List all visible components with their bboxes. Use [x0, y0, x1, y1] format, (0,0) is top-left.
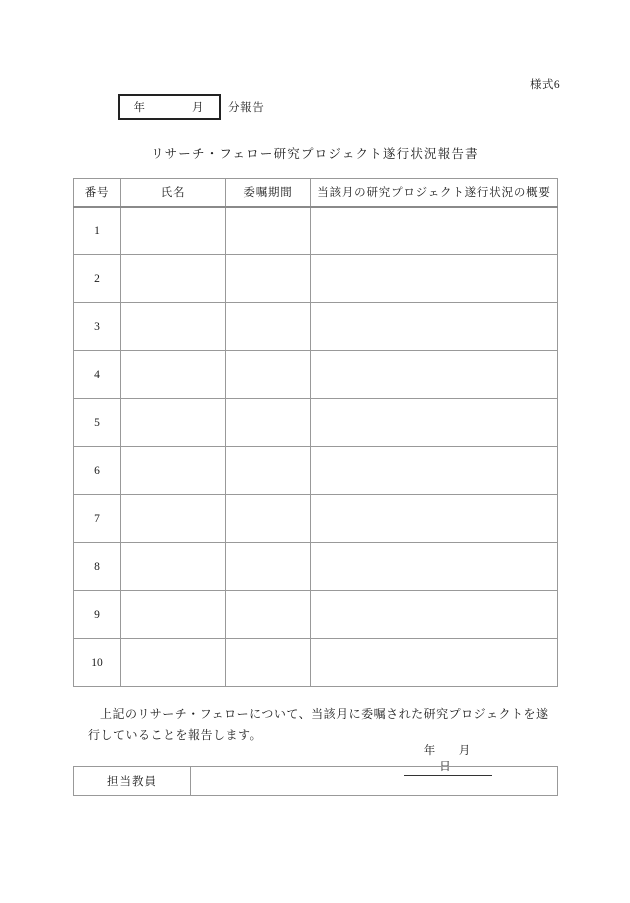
row-number-cell: 8 — [74, 543, 121, 591]
table-row — [74, 447, 558, 495]
column-header-term: 委嘱期間 — [226, 179, 311, 207]
column-header-name: 氏名 — [121, 179, 226, 207]
table-body — [74, 207, 558, 687]
row-number-cell: 6 — [74, 447, 121, 495]
row-description-cell[interactable] — [311, 399, 558, 447]
table-row — [74, 255, 558, 303]
row-name-cell[interactable] — [121, 591, 226, 639]
table-header-row — [74, 179, 558, 207]
signature-label: 担当教員 — [74, 767, 191, 796]
row-number-cell: 5 — [74, 399, 121, 447]
row-description-cell[interactable] — [311, 351, 558, 399]
year-month-box[interactable] — [118, 94, 221, 120]
row-description-cell[interactable] — [311, 639, 558, 687]
row-number-cell: 10 — [74, 639, 121, 687]
signature-row — [74, 767, 558, 796]
row-name-cell[interactable] — [121, 303, 226, 351]
month-report-suffix: 分報告 — [228, 102, 265, 114]
row-term-cell[interactable] — [226, 399, 311, 447]
table-row — [74, 495, 558, 543]
date-entry-label: 年 月 日 — [423, 745, 494, 773]
row-term-cell[interactable] — [226, 303, 311, 351]
row-name-cell[interactable] — [121, 351, 226, 399]
row-term-cell[interactable] — [226, 207, 311, 255]
statement-paragraph: 上記のリサーチ・フェローについて、当該月に委嘱された研究プロジェクトを遂行していることを報告します。 — [88, 707, 549, 742]
table-row — [74, 543, 558, 591]
row-description-cell[interactable] — [311, 495, 558, 543]
row-term-cell[interactable] — [226, 543, 311, 591]
row-name-cell[interactable] — [121, 399, 226, 447]
row-number-cell: 4 — [74, 351, 121, 399]
year-month-label: 年 月 — [133, 102, 212, 114]
signature-table — [73, 766, 558, 796]
row-name-cell[interactable] — [121, 495, 226, 543]
row-description-cell[interactable] — [311, 543, 558, 591]
table-row — [74, 303, 558, 351]
month-report-header — [118, 94, 264, 120]
table-row — [74, 399, 558, 447]
signature-input-cell[interactable] — [191, 767, 558, 796]
form-number: 様式6 — [530, 79, 560, 91]
row-term-cell[interactable] — [226, 351, 311, 399]
column-header-no: 番号 — [74, 179, 121, 207]
row-term-cell[interactable] — [226, 447, 311, 495]
row-name-cell[interactable] — [121, 639, 226, 687]
table-row — [74, 351, 558, 399]
row-name-cell[interactable] — [121, 447, 226, 495]
row-description-cell[interactable] — [311, 207, 558, 255]
row-term-cell[interactable] — [226, 591, 311, 639]
table-row — [74, 591, 558, 639]
row-name-cell[interactable] — [121, 543, 226, 591]
row-name-cell[interactable] — [121, 207, 226, 255]
row-term-cell[interactable] — [226, 255, 311, 303]
row-term-cell[interactable] — [226, 639, 311, 687]
row-name-cell[interactable] — [121, 255, 226, 303]
row-number-cell: 1 — [74, 207, 121, 255]
row-description-cell[interactable] — [311, 255, 558, 303]
fellow-status-table — [73, 178, 558, 687]
table-row — [74, 207, 558, 255]
row-term-cell[interactable] — [226, 495, 311, 543]
row-description-cell[interactable] — [311, 303, 558, 351]
row-number-cell: 7 — [74, 495, 121, 543]
table-row — [74, 639, 558, 687]
row-number-cell: 3 — [74, 303, 121, 351]
page-title: リサーチ・フェロー研究プロジェクト遂行状況報告書 — [151, 147, 479, 161]
row-description-cell[interactable] — [311, 447, 558, 495]
row-number-cell: 2 — [74, 255, 121, 303]
row-number-cell: 9 — [74, 591, 121, 639]
row-description-cell[interactable] — [311, 591, 558, 639]
column-header-description: 当該月の研究プロジェクト遂行状況の概要 — [311, 179, 558, 207]
